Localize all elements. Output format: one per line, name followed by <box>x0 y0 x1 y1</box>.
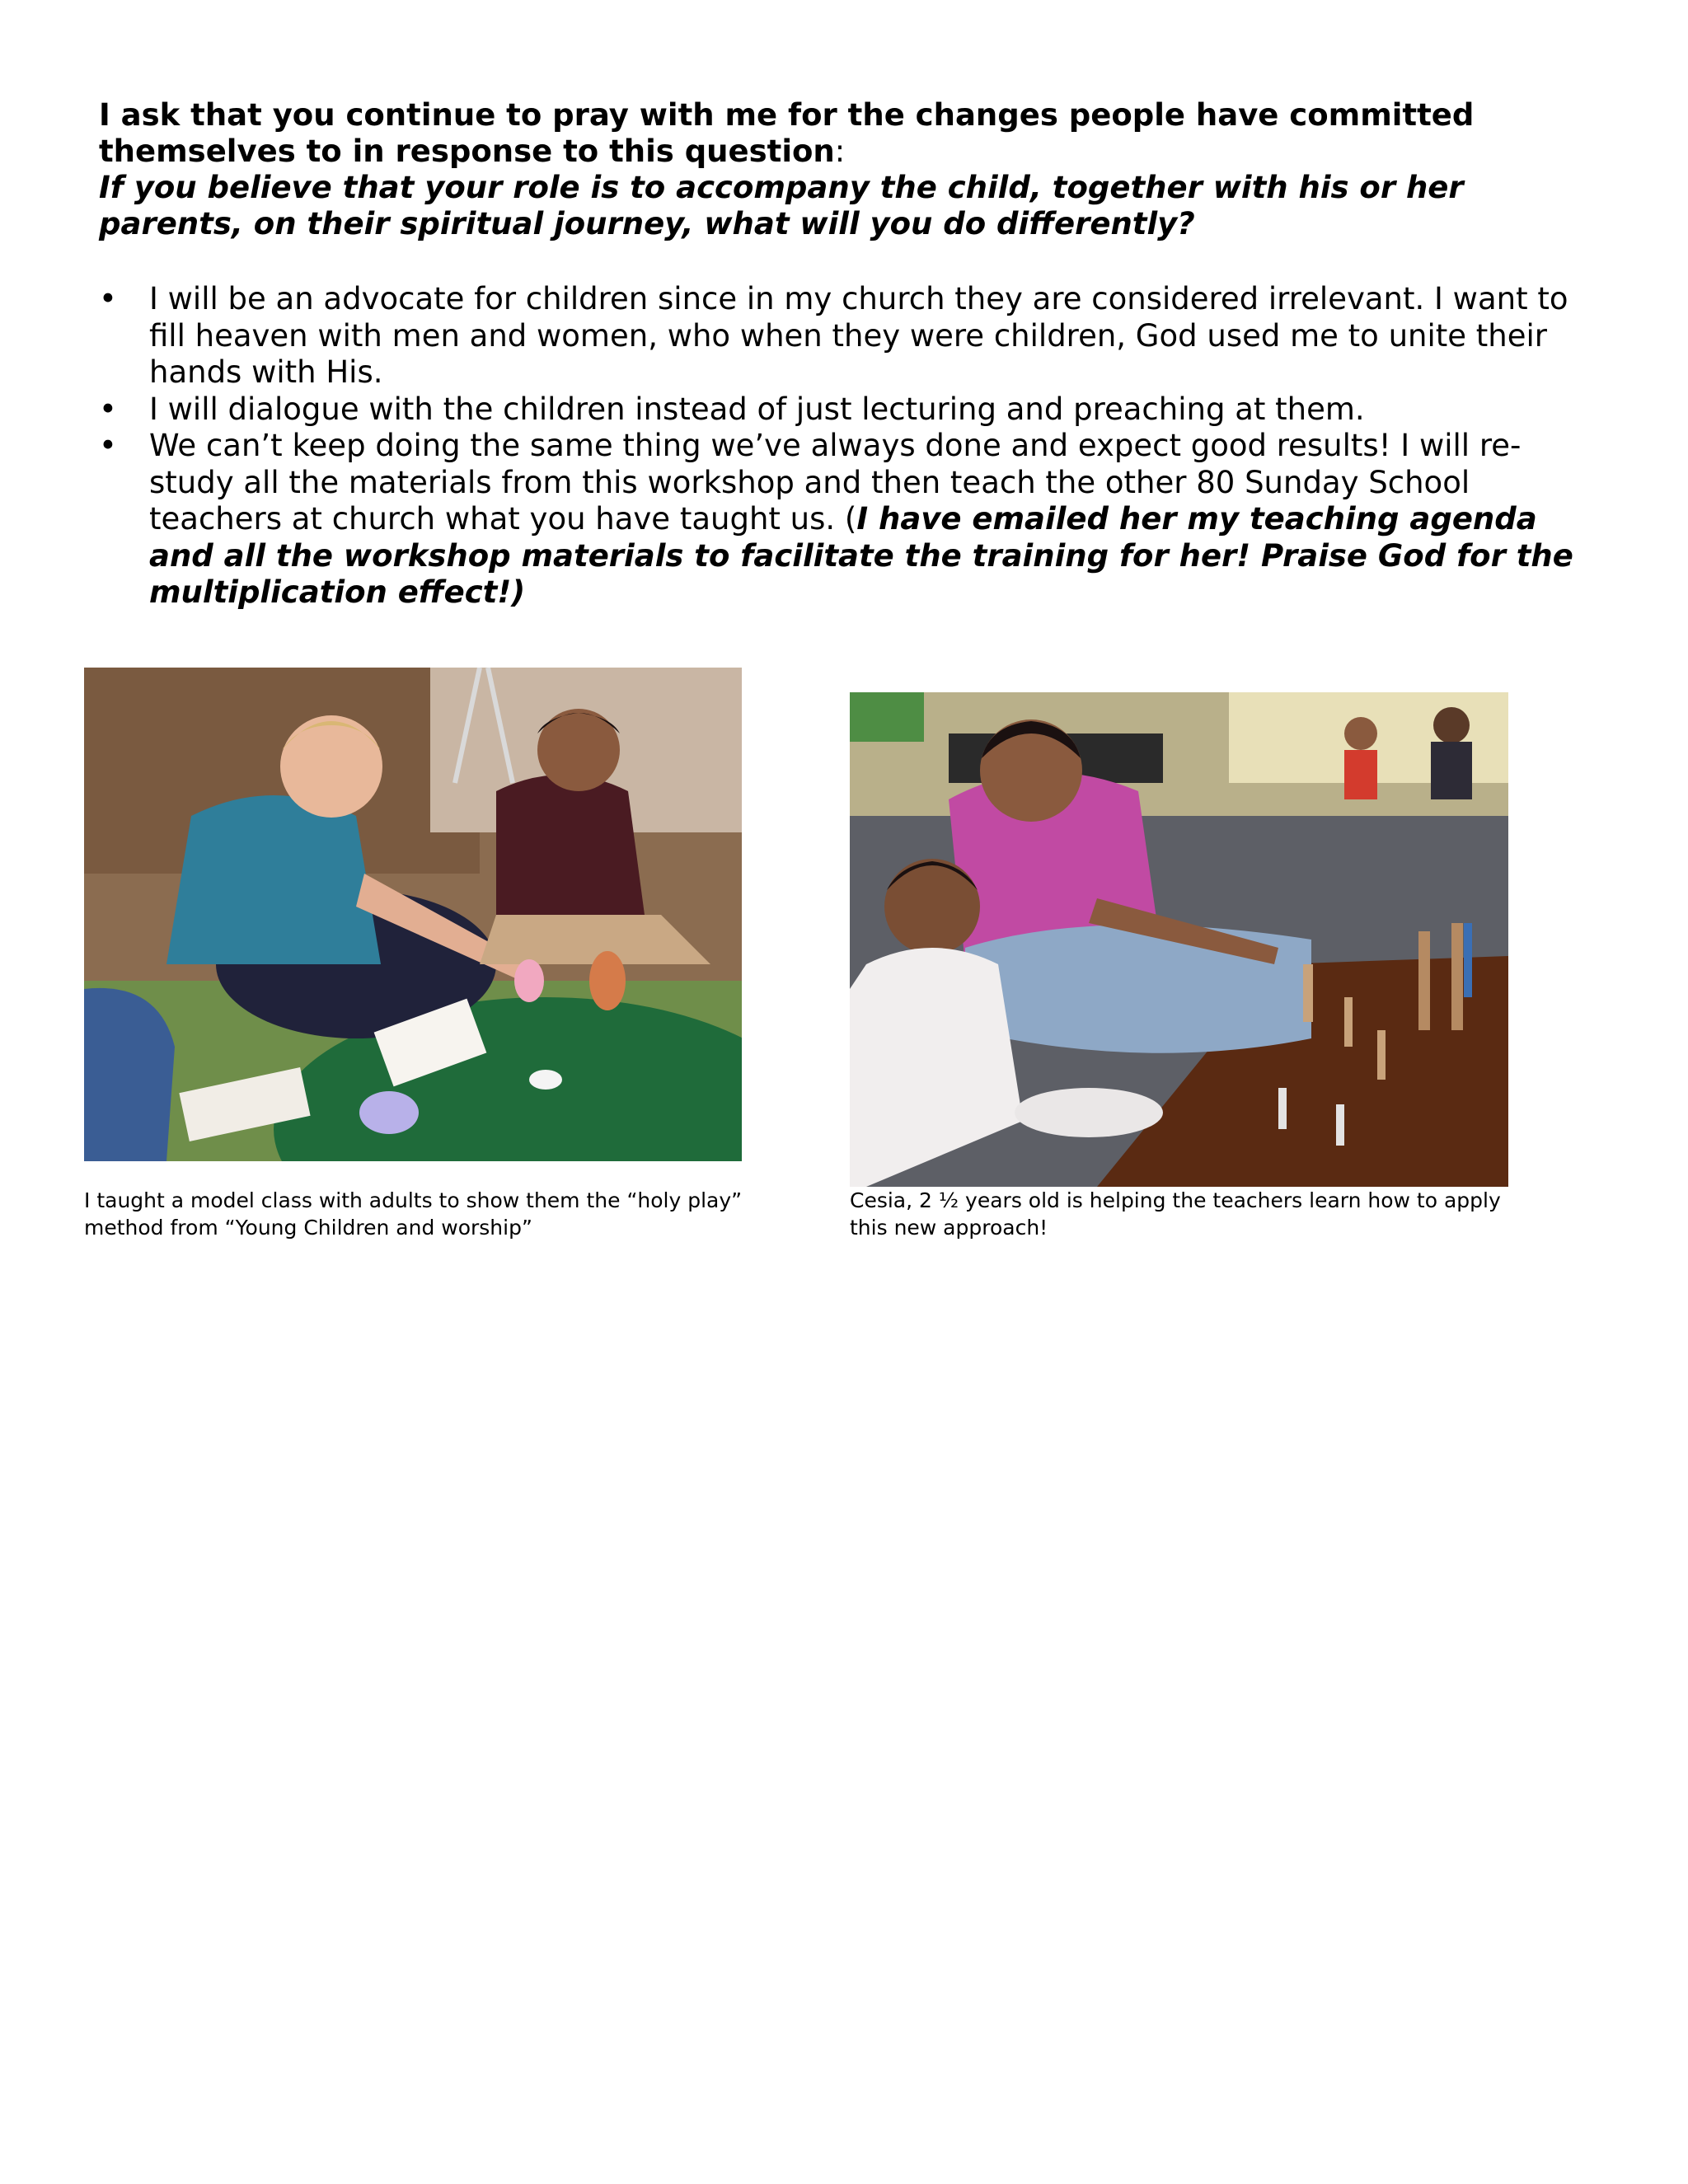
photo-caption-cesia: Cesia, 2 ½ years old is helping the teachers learn how to apply this new approach! <box>850 1188 1501 1240</box>
photo-cesia-helping-illustration <box>850 692 1508 1187</box>
response-text: I will be an advocate for children since in my church they are considered irrelevant. I want to fill heaven with men and women, who when they were children, God used me to unite their hands with His. <box>149 281 1568 390</box>
photo-model-class-illustration <box>84 668 742 1161</box>
photo-caption-model-class: I taught a model class with adults to show them the “holy play” method from “Young Children and worship” <box>84 1188 743 1240</box>
photo-cesia-helping <box>850 692 1508 1187</box>
list-item <box>99 391 1599 429</box>
intro-lead-text: I ask that you continue to pray with me for the changes people have committed themselves to in response to this question <box>99 97 1475 169</box>
list-item <box>99 428 1599 612</box>
bullet-icon: • <box>99 391 117 427</box>
response-list <box>99 281 1599 612</box>
response-text: I will dialogue with the children instead of just lecturing and preaching at them. <box>149 391 1365 427</box>
intro-question: If you believe that your role is to accompany the child, together with his or her parents, on their spiritual journey, what will you do differently? <box>99 170 1464 241</box>
intro-lead <box>99 97 1591 170</box>
bullet-icon: • <box>99 428 117 463</box>
response-emphasis: I have emailed her my teaching agenda and all the workshop materials to facilitate the training for her! Praise God for the multiplication effect!) <box>149 501 1573 610</box>
response-text: We can’t keep doing the same thing we’ve always done and expect good results! I will re-study all the materials from this workshop and then teach the other 80 Sunday School teachers at church what you have taught us. ( <box>149 428 1522 537</box>
photo-model-class <box>84 668 742 1161</box>
list-item <box>99 281 1599 391</box>
bullet-icon: • <box>99 281 117 316</box>
intro-lead-colon: : <box>834 134 846 169</box>
intro-block <box>99 97 1591 242</box>
